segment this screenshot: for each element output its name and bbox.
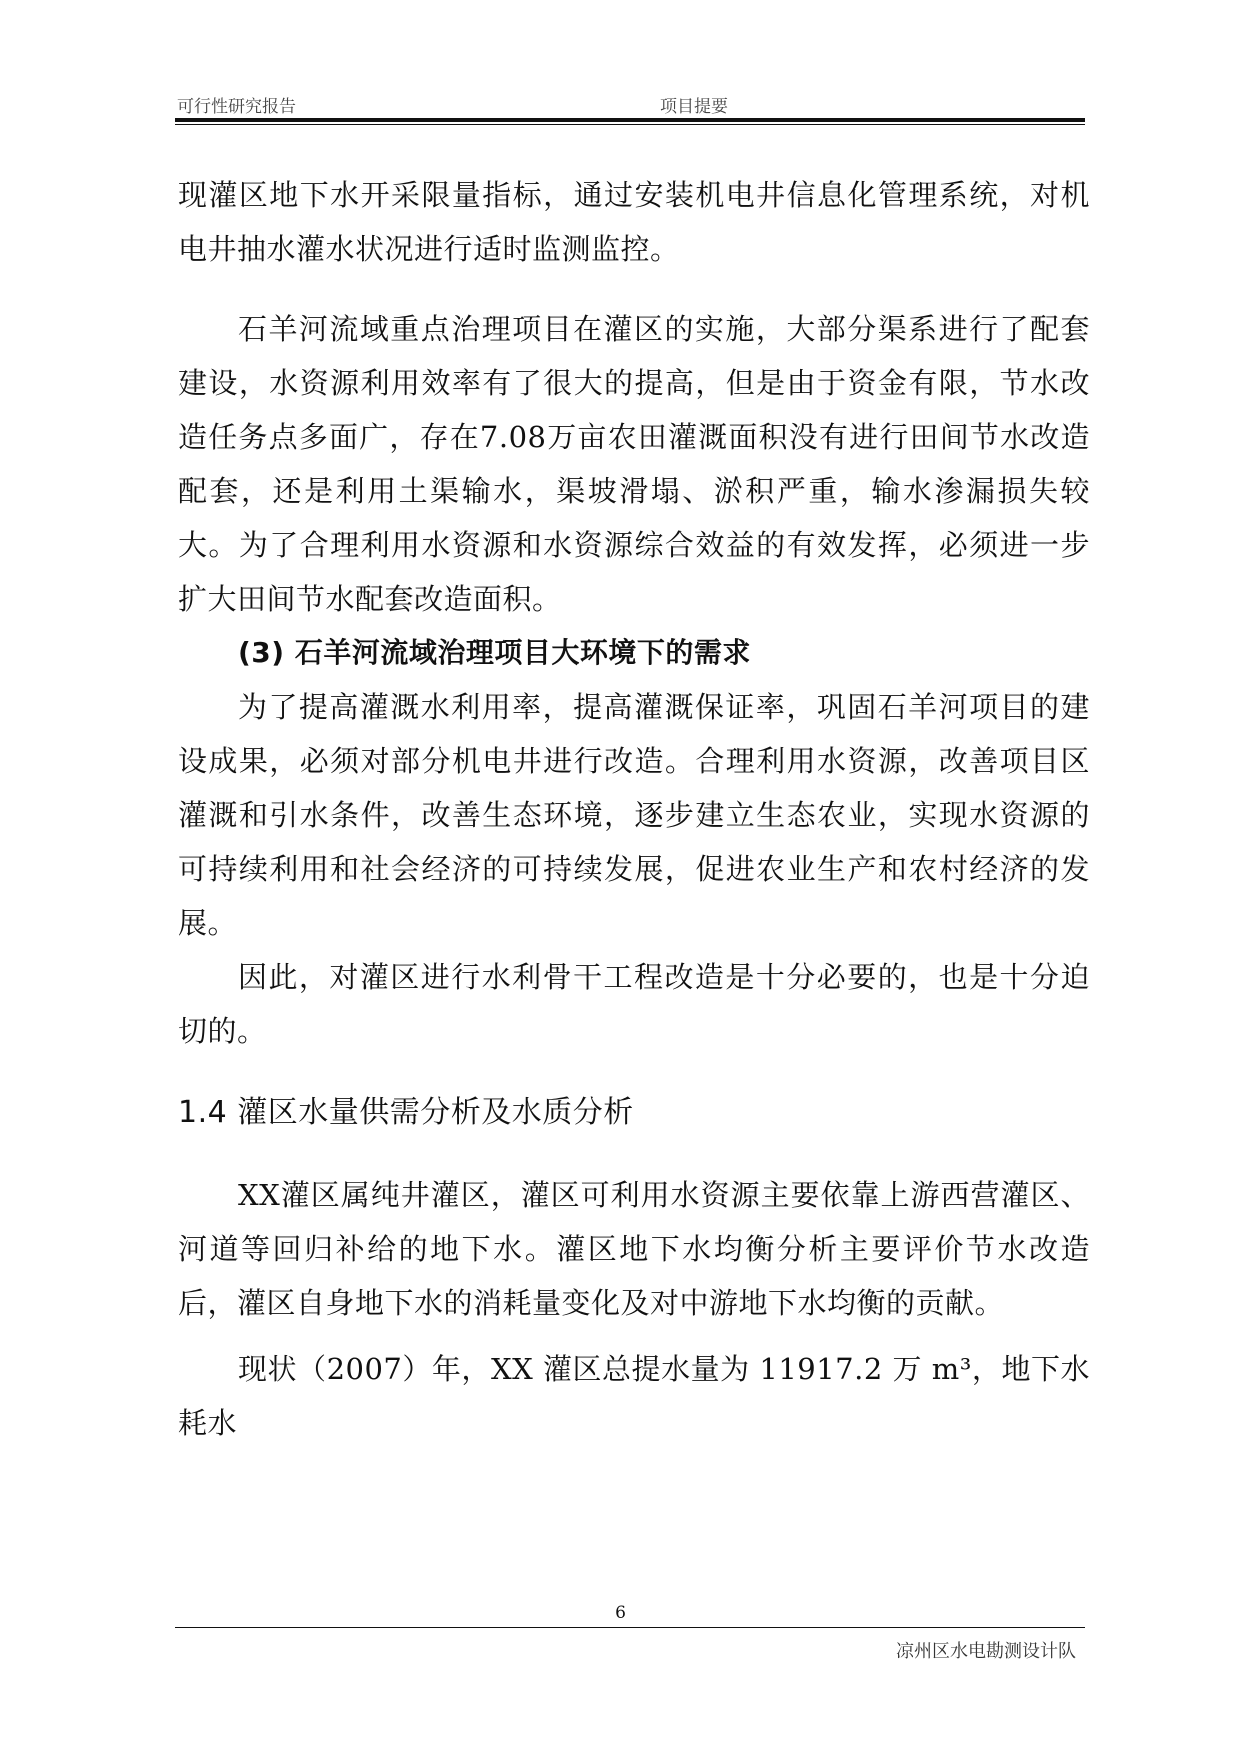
- header-section-title: 项目提要: [660, 97, 728, 117]
- page-number: 6: [615, 1603, 626, 1623]
- paragraph-6: 现状（2007）年，XX 灌区总提水量为 11917.2 万 m³，地下水耗水: [178, 1352, 1090, 1440]
- subheading-3: (3) 石羊河流域治理项目大环境下的需求: [238, 636, 751, 669]
- document-body: [178, 168, 1090, 1450]
- paragraph-3: 为了提高灌溉水利用率，提高灌溉保证率，巩固石羊河项目的建设成果，必须对部分机电井进行改造。合理利用水资源，改善项目区灌溉和引水条件，改善生态环境，逐步建立生态农业，实现水资源的可持续利用和社会经济的可持续发展，促进农业生产和农村经济的发展。: [178, 690, 1090, 940]
- paragraph-1: 现灌区地下水开采限量指标，通过安装机电井信息化管理系统，对机电井抽水灌水状况进行适时监测监控。: [178, 178, 1090, 266]
- section-heading-1-4: 1.4 灌区水量供需分析及水质分析: [178, 1095, 634, 1130]
- paragraph-4: 因此，对灌区进行水利骨干工程改造是十分必要的，也是十分迫切的。: [178, 960, 1090, 1048]
- paragraph-5: XX灌区属纯井灌区，灌区可利用水资源主要依靠上游西营灌区、河道等回归补给的地下水。灌区地下水均衡分析主要评价节水改造后，灌区自身地下水的消耗量变化及对中游地下水均衡的贡献。: [178, 1178, 1090, 1320]
- header-rule-thin: [175, 124, 1085, 125]
- header-report-title: 可行性研究报告: [177, 97, 296, 117]
- footer-rule: [175, 1627, 1085, 1628]
- page-header: [175, 84, 1085, 124]
- footer-organization: 凉州区水电勘测设计队: [896, 1641, 1076, 1662]
- header-rule-thick: [175, 118, 1085, 122]
- paragraph-2: 石羊河流域重点治理项目在灌区的实施，大部分渠系进行了配套建设，水资源利用效率有了很大的提高，但是由于资金有限，节水改造任务点多面广，存在7.08万亩农田灌溉面积没有进行田间节水改造配套，还是利用土渠输水，渠坡滑塌、淤积严重，输水渗漏损失较大。为了合理利用水资源和水资源综合效益的有效发挥，必须进一步扩大田间节水配套改造面积。: [178, 312, 1090, 616]
